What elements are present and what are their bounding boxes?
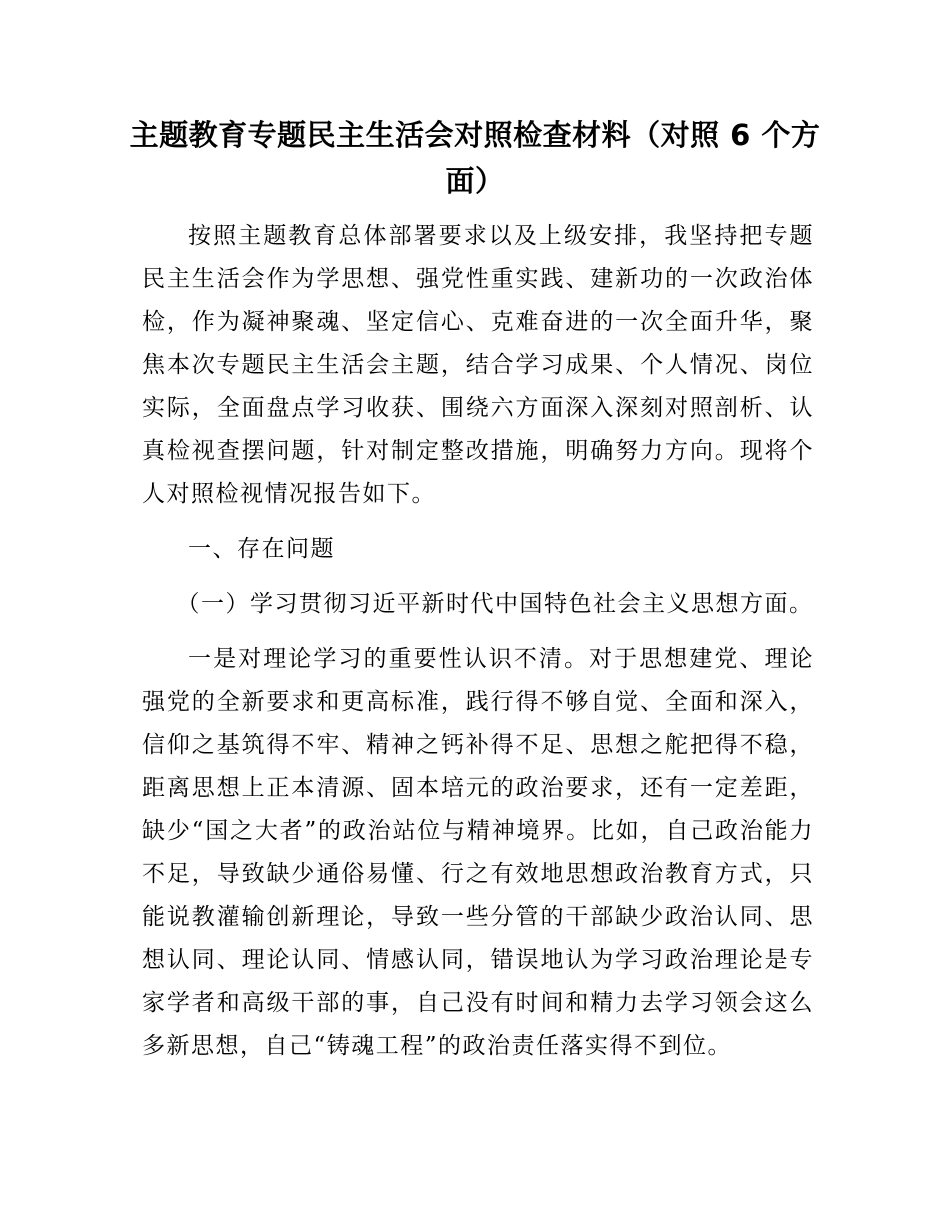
document-body (142, 215, 814, 1068)
document-title: 主题教育专题民主生活会对照检查材料（对照 6 个方面） (129, 118, 821, 198)
intro-paragraph: 按照主题教育总体部署要求以及上级安排，我坚持把专题民主生活会作为学思想、强党性重实践、建新功的一次政治体检，作为凝神聚魂、坚定信心、克难奋进的一次全面升华，聚焦本次专题民主生活会主题，结合学习成果、个人情况、岗位实际，全面盘点学习收获、围绕六方面深入深刻对照剖析、认真检视查摆问题，针对制定整改措施，明确努力方向。现将个人对照检视情况报告如下。 (142, 223, 814, 507)
subsection-heading-theory-study: （一）学习贯彻习近平新时代中国特色社会主义思想方面。 (176, 591, 814, 617)
section-heading-problems: 一、存在问题 (188, 536, 335, 562)
body-paragraph-theory-study: 一是对理论学习的重要性认识不清。对于思想建党、理论强党的全新要求和更高标准，践行得不够自觉、全面和深入，信仰之基筑得不牢、精神之钙补得不足、思想之舵把得不稳，距离思想上正本清源、固本培元的政治要求，还有一定差距，缺少“国之大者”的政治站位与精神境界。比如，自己政治能力不足，导致缺少通俗易懂、行之有效地思想政治教育方式，只能说教灌输创新理论，导致一些分管的干部缺少政治认同、思想认同、理论认同、情感认同，错误地认为学习政治理论是专家学者和高级干部的事，自己没有时间和精力去学习领会这么多新思想，自己“铸魂工程”的政治责任落实得不到位。 (142, 646, 814, 1059)
